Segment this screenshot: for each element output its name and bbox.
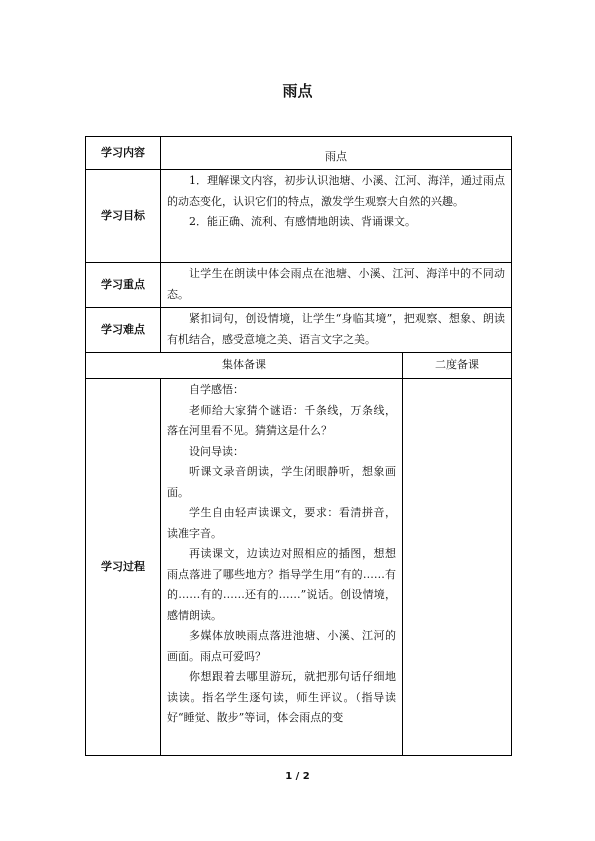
label-goals: 学习目标: [86, 170, 161, 263]
label-process: 学习过程: [86, 379, 161, 756]
difficulties-text: 紧扣词句，创设情境，让学生“身临其境”，把观察、想象、朗读有机结合，感受意境之美、语言文字之美。: [167, 312, 505, 346]
row-difficulties: [86, 308, 512, 353]
process-paragraph: 再读课文，边读边对照相应的插图，想想雨点落进了哪些地方？指导学生用“有的……有的……有的……还有的……”说话。创设情境，感情朗读。: [167, 547, 396, 622]
row-goals: [86, 170, 512, 263]
second-prep-cell: [403, 379, 512, 756]
process-paragraph: 多媒体放映雨点落进池塘、小溪、江河的画面。雨点可爱吗？: [167, 629, 396, 663]
value-difficulties: [161, 308, 512, 353]
value-key-points: [161, 263, 512, 308]
header-collective: 集体备课: [86, 353, 403, 379]
process-paragraph: 自学感悟：: [189, 383, 244, 396]
key-points-text: 让学生在朗读中体会雨点在池塘、小溪、江河、海洋中的不同动态。: [167, 267, 505, 301]
goal-item: 2．能正确、流利、有感情地朗读、背诵课文。: [189, 215, 416, 228]
value-process: [161, 379, 403, 756]
label-difficulties: 学习难点: [86, 308, 161, 353]
header-second: 二度备课: [403, 353, 512, 379]
label-content: 学习内容: [86, 137, 161, 170]
label-key-points: 学习重点: [86, 263, 161, 308]
process-paragraph: 听课文录音朗读，学生闭眼静听，想象画面。: [167, 465, 396, 499]
row-content: [86, 137, 512, 170]
process-paragraph: 设问导读：: [189, 444, 244, 458]
document-title: 雨点: [282, 82, 313, 100]
row-process: [86, 379, 512, 756]
row-headers: [86, 353, 512, 379]
value-goals: [161, 170, 512, 263]
goal-item: 1．理解课文内容，初步认识池塘、小溪、江河、海洋，通过雨点的动态变化，认识它们的特点，激发学生观察大自然的兴趣。: [167, 174, 505, 208]
process-paragraph: 你想跟着去哪里游玩，就把那句话仔细地读读。指名学生逐句读，师生评议。（指导读好“睡觉、散步”等词，体会雨点的变: [167, 670, 396, 724]
lesson-plan-table: [85, 136, 512, 756]
page-number: 1 / 2: [285, 771, 310, 782]
process-paragraph: 老师给大家猜个谜语：千条线，万条线，落在河里看不见。猜猜这是什么？: [167, 403, 396, 437]
value-content: 雨点: [161, 137, 512, 170]
row-key-points: [86, 263, 512, 308]
process-paragraph: 学生自由轻声读课文，要求：看清拼音，读准字音。: [167, 506, 396, 540]
